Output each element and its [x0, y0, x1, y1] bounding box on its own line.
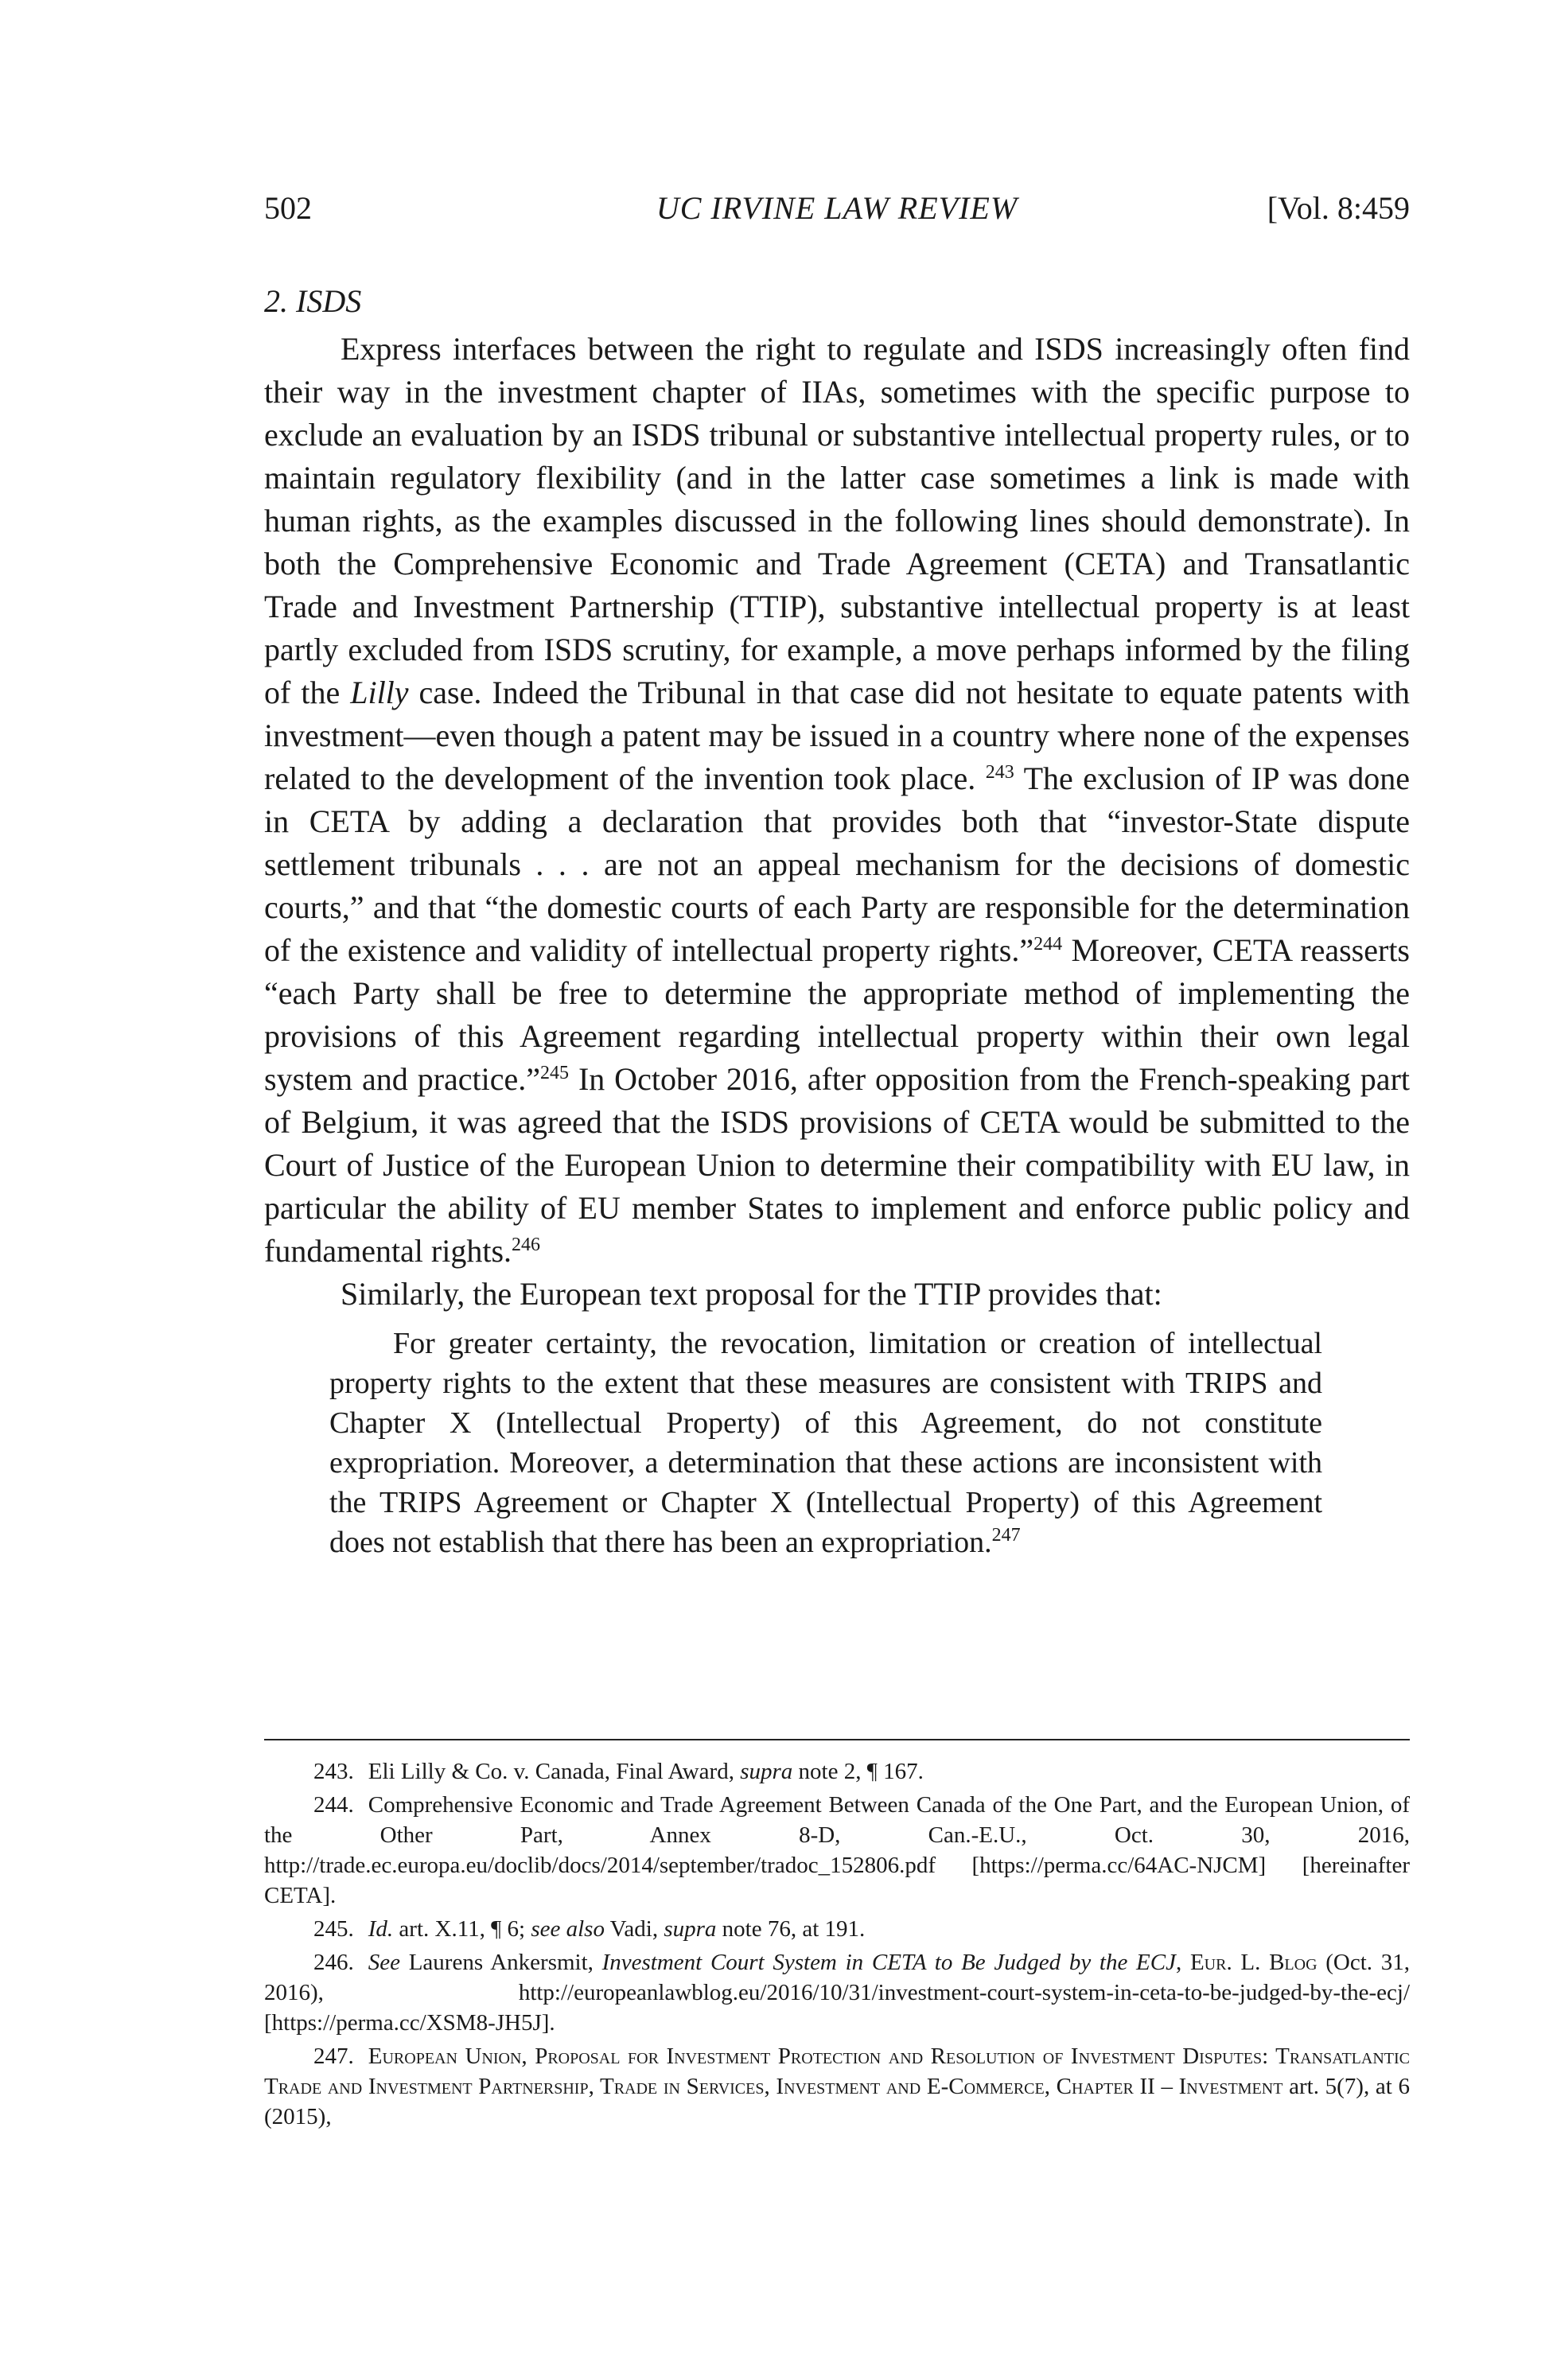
journal-title: UC IRVINE LAW REVIEW — [656, 190, 1018, 226]
paragraph-text: Express interfaces between the right to regulate and ISDS increasingly often find their way in the investment chapter of IIAs, sometimes with the specific purpose to exclude an evaluation by an ISDS tribunal or substantive intellectual property rules, or to maintain regulatory flexibility (and in the latter case sometimes a link is made with human rights, as the examples discussed in the following lines should demonstrate). In both the Comprehensive Economic and Trade Agreement (CETA) and Transatlantic Trade and Investment Partnership (TTIP), substantive intellectual property is at least partly excluded from ISDS scrutiny, for example, a move perhaps informed by the filing of the — [264, 331, 1410, 710]
footnote-ref[interactable]: 243 — [985, 762, 1014, 783]
paragraph-text: In October 2016, after opposition from the French-speaking part of Belgium, it was agreed that the ISDS provisions of CETA would be submitted to the Court of Justice of the European Union to determine their compatibility with EU law, in particular the ability of EU member States to implement and enforce public policy and fundamental rights. — [264, 1061, 1410, 1269]
footnote-247 — [264, 2041, 1410, 2132]
footnote-text: art. 5(7), at 6 (2015), — [264, 2074, 1410, 2129]
paragraph-ttip-intro: Similarly, the European text proposal for the TTIP provides that: — [341, 1276, 1162, 1312]
footnote-text: (Oct. 31, 2016), http://europeanlawblog.eu/2016/10/31/investment-court-system-in-ceta-to-be-judged-by-the-ecj/ [https://perma.cc/XSM8-JH5J]. — [264, 1950, 1411, 2036]
publication-name: Eur. L. Blog — [1189, 1950, 1318, 1975]
footnote-signal: See — [368, 1950, 400, 1975]
footnote-signal: see also — [531, 1916, 605, 1942]
footnote-ref[interactable]: 244 — [1033, 934, 1063, 955]
quote-text: For greater certainty, the revocation, limitation or creation of intellectual property rights to the extent that these measures are consistent with TRIPS and Chapter X (Intellectual Property) of this Agreement, do not constitute expropriation. Moreover, a determination that these actions are inconsistent with the TRIPS Agreement or Chapter X (Intellectual Property) of this Agreement does not establish that there has been an expropriation. — [329, 1327, 1322, 1559]
footnote-ref[interactable]: 247 — [991, 1525, 1021, 1546]
running-header — [264, 185, 1410, 232]
paragraph-text: Moreover, CETA reasserts “each Party shall be free to determine the appropriate method of implementing the provisions of this Agreement regarding intellectual property within their own legal system and practice.” — [264, 932, 1410, 1097]
footnote-245 — [264, 1914, 1410, 1944]
footnote-text: note 76, at 191. — [716, 1916, 866, 1942]
main-body — [264, 280, 1410, 1562]
footnote-divider — [264, 1739, 1410, 1740]
footnote-number: 245. — [313, 1916, 354, 1942]
paragraph-text: case. Indeed the Tribunal in that case did not hesitate to equate patents with investment—even though a patent may be issued in a country where none of the expenses related to the development of the invention took place. — [264, 675, 1410, 796]
footnote-text: note 2, ¶ 167. — [792, 1759, 924, 1784]
section-heading: 2. ISDS — [264, 283, 362, 319]
volume-label: [Vol. 8:459 — [1267, 190, 1410, 226]
footnote-243 — [264, 1756, 1410, 1787]
footnote-text: art. X.11, ¶ 6; — [393, 1916, 531, 1942]
footnote-signal: supra — [740, 1759, 793, 1784]
footnote-number: 246. — [313, 1950, 354, 1975]
case-name: Lilly — [350, 675, 409, 710]
article-title: Investment Court System in CETA to Be Judged by the ECJ — [601, 1950, 1176, 1975]
footnote-signal: supra — [664, 1916, 717, 1942]
source-title: European Union, Proposal for Investment Protection and Resolution of Investment Disputes: Transatlantic Trade and Investment Partnership, Trade in Services, Investment and E-Commerce, Chapter II – Investment — [264, 2044, 1410, 2099]
paragraph-isds — [264, 328, 1410, 1273]
footnote-ref[interactable]: 245 — [540, 1063, 570, 1083]
footnotes — [264, 1756, 1410, 2135]
footnote-number: 244. — [313, 1792, 354, 1818]
footnote-ref[interactable]: 246 — [512, 1235, 541, 1255]
block-quote — [329, 1324, 1322, 1562]
paragraph-text: The exclusion of IP was done in CETA by adding a declaration that provides both that “investor-State dispute settlement tribunals . . . are not an appeal mechanism for the decisions of domestic courts,” and that “the domestic courts of each Party are responsible for the determination of the existence and validity of intellectual property rights.” — [264, 760, 1410, 968]
footnote-text: , — [1175, 1950, 1190, 1975]
footnote-244 — [264, 1790, 1410, 1911]
footnote-signal: Id. — [368, 1916, 394, 1942]
footnote-text: Vadi, — [604, 1916, 664, 1942]
footnote-text: Comprehensive Economic and Trade Agreement Between Canada of the One Part, and the European Union, of the Other Part, Annex 8-D, Can.-E.U., Oct. 30, 2016, http://trade.ec.europa.eu/doclib/docs/2014/september/tradoc_152806.pdf [https://perma.cc/64AC-NJCM] [hereinafter CETA]. — [264, 1792, 1410, 1908]
page-number: 502 — [264, 190, 312, 226]
footnote-246 — [264, 1947, 1410, 2038]
footnote-text: Laurens Ankersmit, — [400, 1950, 602, 1975]
footnote-text: Eli Lilly & Co. v. Canada, Final Award, — [368, 1759, 741, 1784]
footnote-number: 243. — [313, 1759, 354, 1784]
footnote-number: 247. — [313, 2044, 354, 2069]
